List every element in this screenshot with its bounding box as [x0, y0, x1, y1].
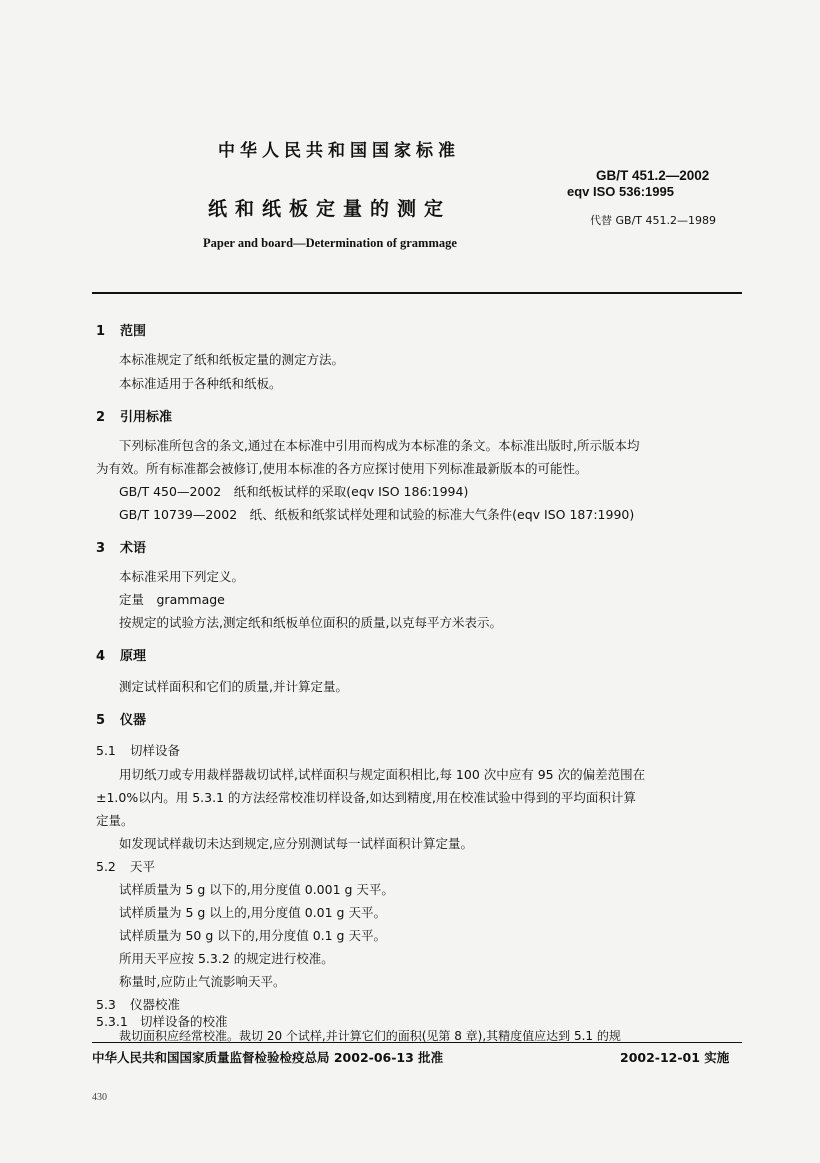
subsection-5-2-line-5: 称量时,应防止气流影响天平。 — [119, 974, 286, 989]
subsection-5-3-heading: 5.3 仪器校准 — [96, 997, 181, 1012]
subsection-5-3-1-line-1: 裁切面积应经常校准。裁切 20 个试样,并计算它们的面积(见第 8 章),其精度值应达到 5.1 的规 — [119, 1029, 621, 1043]
section-1-para-2: 本标准适用于各种纸和纸板。 — [119, 376, 282, 391]
approval-statement: 中华人民共和国国家质量监督检验检疫总局 2002-06-13 批准 — [92, 1050, 444, 1065]
section-1-heading: 1 范围 — [96, 324, 147, 339]
section-5-heading: 5 仪器 — [96, 713, 147, 728]
subsection-5-1-line-3: 定量。 — [96, 813, 134, 828]
section-2-para-line-1: 下列标准所包含的条文,通过在本标准中引用而构成为本标准的条文。本标准出版时,所示版本均 — [119, 438, 640, 453]
term-definition: 按规定的试验方法,测定纸和纸板单位面积的质量,以克每平方米表示。 — [119, 615, 502, 630]
subsection-5-2-heading: 5.2 天平 — [96, 859, 156, 874]
implementation-date: 2002-12-01 实施 — [620, 1050, 730, 1065]
subsection-5-1-line-2: ±1.0%以内。用 5.3.1 的方法经常校准切样设备,如达到精度,用在校准试验中得到的平均面积计算 — [96, 790, 636, 805]
section-4-para-1: 测定试样面积和它们的质量,并计算定量。 — [119, 679, 348, 694]
subsection-5-1-line-1: 用切纸刀或专用裁样器裁切试样,试样面积与规定面积相比,每 100 次中应有 95 次的偏差范围在 — [119, 767, 646, 782]
equivalent-standard: eqv ISO 536:1995 — [567, 184, 674, 199]
national-standard-heading: 中华人民共和国国家标准 — [218, 141, 460, 161]
document-title-cn: 纸和纸板定量的测定 — [208, 198, 452, 220]
subsection-5-3-1-heading: 5.3.1 切样设备的校准 — [96, 1014, 228, 1029]
subsection-5-2-line-2: 试样质量为 5 g 以上的,用分度值 0.01 g 天平。 — [119, 905, 386, 920]
section-2-para-line-2: 为有效。所有标准都会被修订,使用本标准的各方应探讨使用下列标准最新版本的可能性。 — [96, 461, 588, 476]
section-3-para-1: 本标准采用下列定义。 — [119, 569, 245, 584]
section-1-para-1: 本标准规定了纸和纸板定量的测定方法。 — [119, 352, 345, 367]
subsection-5-1-heading: 5.1 切样设备 — [96, 743, 181, 758]
section-2-heading: 2 引用标准 — [96, 410, 173, 425]
replaces-standard: 代替 GB/T 451.2—1989 — [590, 214, 716, 227]
subsection-5-2-line-1: 试样质量为 5 g 以下的,用分度值 0.001 g 天平。 — [119, 882, 394, 897]
standard-number: GB/T 451.2—2002 — [596, 168, 710, 183]
footer-divider — [92, 1042, 742, 1043]
document-title-en: Paper and board—Determination of grammage — [203, 236, 457, 250]
header-divider — [92, 292, 742, 294]
reference-gbt450: GB/T 450—2002 纸和纸板试样的采取(eqv ISO 186:1994) — [119, 484, 469, 499]
subsection-5-2-line-4: 所用天平应按 5.3.2 的规定进行校准。 — [119, 951, 334, 966]
term-grammage: 定量 grammage — [119, 592, 225, 607]
subsection-5-1-line-4: 如发现试样裁切未达到规定,应分别测试每一试样面积计算定量。 — [119, 836, 473, 851]
section-3-heading: 3 术语 — [96, 541, 147, 556]
section-4-heading: 4 原理 — [96, 649, 147, 664]
reference-gbt10739: GB/T 10739—2002 纸、纸板和纸浆试样处理和试验的标准大气条件(eqv ISO 187:1990) — [119, 507, 635, 522]
page-number: 430 — [92, 1092, 107, 1103]
subsection-5-2-line-3: 试样质量为 50 g 以下的,用分度值 0.1 g 天平。 — [119, 928, 386, 943]
